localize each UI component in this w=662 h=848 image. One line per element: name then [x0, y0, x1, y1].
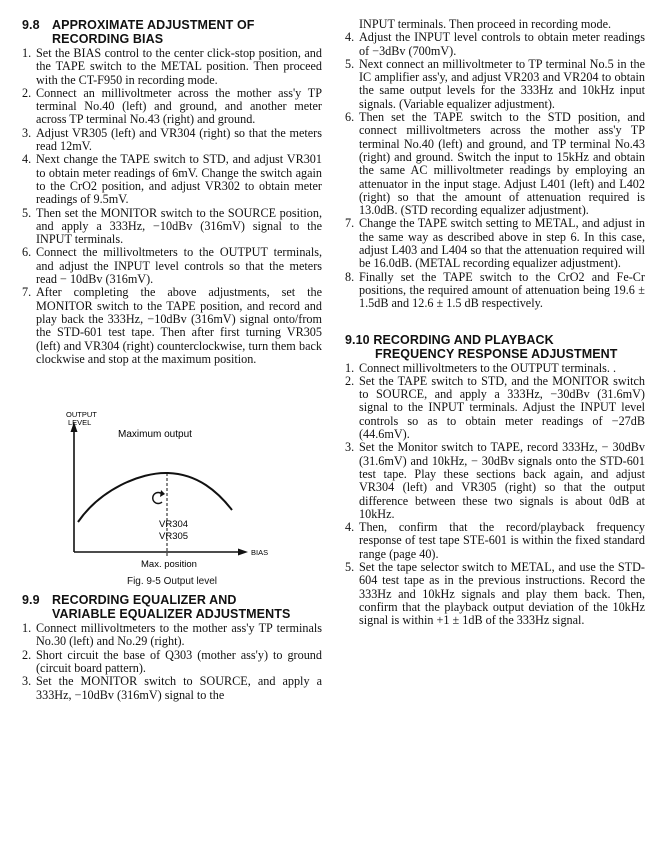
list-item: 5. Next connect an millivoltmeter to TP terminal No.5 in the IC amplifier ass'y, and adjust VR203 and VR204 to obtain the same output levels for the 333Hz and 10kHz input signals. (Variable equalizer adjustment).	[345, 56, 645, 111]
y-axis-label-2: LEVEL	[68, 418, 92, 428]
section-title-line2: VARIABLE EQUALIZER ADJUSTMENTS	[52, 607, 291, 622]
left-column	[22, 18, 322, 702]
list-item: 5. Set the tape selector switch to METAL, and use the STD-604 test tape as in the previous instructions. Record the 333Hz and 10kHz signals and play them back. Then, confirm that the playback output deviation of the 10kHz signal is within +1 ± 1dB of the 333Hz signal.	[345, 559, 645, 628]
section-number: 9.10	[345, 332, 370, 347]
list-item: 7. After completing the above adjustments, set the MONITOR switch to the TAPE position, and record and play back the 333Hz, −10dBv (316mV) signal onto/from the STD-601 test tape. Then after first turning VR305 (left) and VR304 (right) counterclockwise, turn them back clockwise and stop at the maximum position.	[22, 285, 322, 366]
x-axis-label: BIAS	[251, 548, 269, 558]
list-item: 6. Connect the millivoltmeters to the OUTPUT terminals, and adjust the INPUT level controls so that the meters read − 10dBv (316mV).	[22, 245, 322, 287]
max-position-label: Max. position	[141, 559, 197, 571]
section-9-8-steps	[22, 47, 322, 366]
section-number: 9.8	[22, 18, 40, 32]
list-item: 2. Connect an millivoltmeter across the mother ass'y TP terminal No.40 (left) and ground, and another meter across TP terminal No.43 (right) and ground.	[22, 85, 322, 127]
list-item: 2. Short circuit the base of Q303 (mother ass'y) to ground (circuit board pattern).	[22, 647, 322, 676]
section-9-9-steps	[22, 622, 322, 702]
right-column	[345, 18, 645, 627]
section-title-line1: APPROXIMATE ADJUSTMENT OF	[52, 18, 255, 32]
section-number: 9.9	[22, 593, 40, 608]
section-title-line1: RECORDING EQUALIZER AND	[52, 593, 237, 608]
section-9-8-heading	[22, 18, 322, 46]
section-title-line1: RECORDING AND PLAYBACK	[373, 332, 554, 347]
list-item: 3. Set the Monitor switch to TAPE, record 333Hz, − 30dBv (31.6mV) and 10kHz, − 30dBv signals onto the STD-601 test tape. Play these sections back again, and adjust VR304 (left) and VR305 (right) so that the output difference between these two signals is about 0dB at 10kHz.	[345, 440, 645, 521]
list-item: 5. Then set the MONITOR switch to the SOURCE position, and apply a 333Hz, −10dBv (316mV) signal to the INPUT terminals.	[22, 205, 322, 247]
section-title-line2: RECORDING BIAS	[52, 32, 164, 46]
list-item: 6. Then set the TAPE switch to the STD position, and connect millivoltmeters across the mother ass'y TP terminal No.40 (left) and ground, and TP terminal No.43 (right) and ground. Switch the input to 15kHz and obtain the same AC millivoltmeter readings by employing an attenuator in the input stage. Adjust L401 (left) and L402 (right) so that the amount of attenuation required is 13.0dB. (STD recording equalizer adjustment).	[345, 110, 645, 218]
list-item: 3. Adjust VR305 (left) and VR304 (right) so that the meters read 12mV.	[22, 125, 322, 154]
max-output-label: Maximum output	[118, 429, 192, 441]
list-item: 1. Connect millivoltmeters to the OUTPUT terminals. .	[345, 360, 617, 375]
section-9-9-steps-continued	[345, 31, 645, 310]
section-9-10-steps	[345, 362, 645, 628]
list-item: 1. Connect millivoltmeters to the mother ass'y TP terminals No.30 (left) and No.29 (right).	[22, 621, 322, 649]
list-item: 8. Finally set the TAPE switch to the CrO2 and Fe-Cr positions, the required amount of attenuation being 19.6 ± 1.5dB and 12.6 ± 1.5 dB respectively.	[345, 269, 645, 311]
list-item: 4. Then, confirm that the record/playback frequency response of test tape STE-601 is within the fixed standard range (page 40).	[345, 520, 645, 561]
section-9-10-heading	[345, 333, 645, 361]
section-9-9-heading	[22, 593, 322, 621]
list-item: 7. Change the TAPE switch setting to METAL, and adjust in the same way as described above in step 6. In this case, adjust L403 and L404 so that the attenuation required will be 16.0dB. (METAL recording equalizer adjustment).	[345, 216, 645, 271]
vr304-label: VR304	[159, 519, 189, 531]
figure-output-level	[22, 406, 322, 572]
list-item: 4. Adjust the INPUT level controls to obtain meter readings of −3dBv (700mV).	[345, 30, 645, 58]
y-axis-label-1: OUTPUT	[66, 410, 97, 420]
output-level-diagram	[22, 406, 322, 572]
list-item: 4. Next change the TAPE switch to STD, and adjust VR301 to obtain meter readings of 6mV. Change the switch again to the CrO2 position, and adjust VR302 to obtain meter readings of 9.5mV.	[22, 152, 322, 207]
list-item: 3. Set the MONITOR switch to SOURCE, and apply a 333Hz, −10dBv (316mV) signal to the	[22, 674, 322, 702]
continued-text: INPUT terminals. Then proceed in recording mode.	[359, 17, 612, 31]
figure-caption: Fig. 9-5 Output level	[126, 576, 218, 588]
vr305-label: VR305	[159, 531, 189, 543]
section-title-line2: FREQUENCY RESPONSE ADJUSTMENT	[375, 346, 618, 361]
list-item: 2. Set the TAPE switch to STD, and the MONITOR switch to SOURCE, and apply a 333Hz, −30dBv (31.6mV) signal to the INPUT terminals. Adjust the INPUT level controls so as to obtain meter readings of −27dB (44.6mV).	[345, 373, 645, 442]
list-item: 1. Set the BIAS control to the center click-stop position, and the TAPE switch to the METAL position. Then proceed with the CT-F950 in recording mode.	[22, 46, 322, 87]
